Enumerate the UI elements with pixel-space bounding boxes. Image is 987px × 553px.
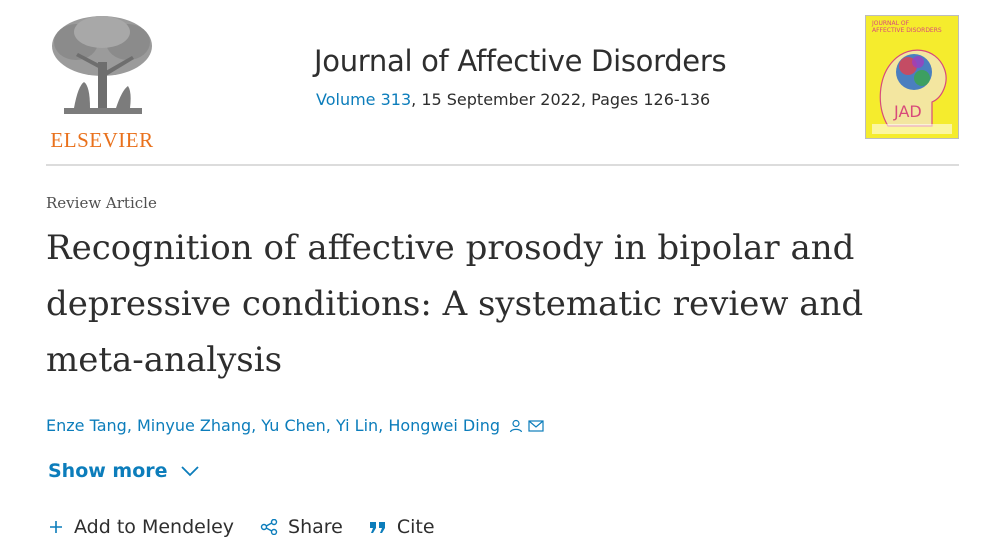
share-button[interactable] — [260, 516, 343, 538]
author-list: Enze Tang, Minyue Zhang, Yu Chen, Yi Lin, Hongwei Ding — [46, 416, 544, 437]
share-label: Share — [288, 516, 343, 538]
author-link[interactable]: Minyue Zhang — [136, 416, 252, 435]
cover-abbrev: JAD — [894, 102, 922, 121]
show-more-label: Show more — [48, 460, 168, 482]
cite-button[interactable] — [369, 516, 435, 538]
journal-cover-image[interactable] — [865, 15, 959, 139]
cite-label: Cite — [396, 516, 435, 538]
elsevier-tree-icon — [46, 12, 158, 122]
author-link[interactable]: Yu Chen — [261, 416, 326, 435]
volume-link[interactable]: Volume 313 — [316, 90, 412, 109]
journal-issue-info — [316, 90, 710, 109]
corresponding-author-icons — [509, 418, 544, 437]
author-link[interactable]: Enze Tang — [46, 416, 127, 435]
article-type: Review Article — [46, 194, 157, 212]
person-icon[interactable] — [509, 419, 523, 433]
plus-icon — [48, 519, 64, 535]
journal-title[interactable]: Journal of Affective Disorders — [314, 44, 727, 78]
cover-title-top: JOURNAL OF — [872, 20, 910, 27]
journal-header — [46, 0, 959, 165]
cover-title-main: AFFECTIVE DISORDERS — [872, 27, 942, 34]
add-to-mendeley-button[interactable] — [48, 516, 234, 538]
issue-details: , 15 September 2022, Pages 126-136 — [411, 90, 711, 109]
quote-icon — [369, 520, 387, 534]
article-title: Recognition of affective prosody in bipolar and depressive conditions: A systematic review and meta-analysis — [46, 228, 864, 380]
author-link[interactable]: Yi Lin — [335, 416, 379, 435]
add-to-mendeley-label: Add to Mendeley — [74, 516, 235, 538]
elsevier-logo[interactable] — [46, 12, 158, 152]
envelope-icon[interactable] — [528, 419, 544, 433]
header-divider — [46, 164, 959, 166]
article-actions — [48, 516, 461, 538]
elsevier-wordmark: ELSEVIER — [50, 128, 154, 152]
author-link[interactable]: Hongwei Ding — [388, 416, 500, 435]
chevron-down-icon — [180, 465, 200, 477]
share-icon — [260, 519, 278, 535]
show-more-button[interactable] — [48, 460, 200, 482]
